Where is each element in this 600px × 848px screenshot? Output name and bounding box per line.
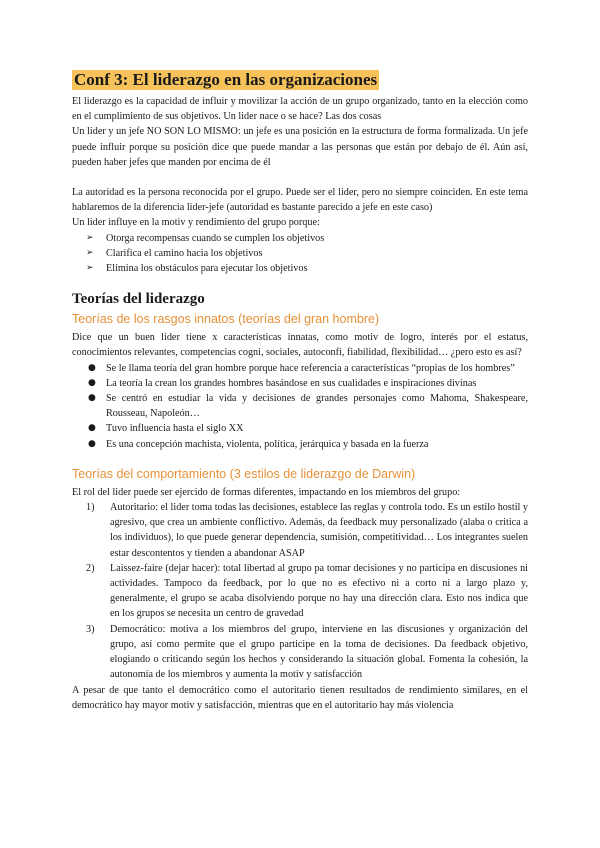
list-item-text: Laissez-faire (dejar hacer): total libertad al grupo pa tomar decisiones y no participa en discusiones ni actividades. Tampoco da feedback, por lo que no es efectivo ni a corto ni a largo plazo y, generalmente, el grupo se acaba disolviendo porque no hay una dirección clara. Esto nos indica que en los grupos se necesita un centro de gravedad (110, 562, 528, 620)
subheading-behavior: Teorías del comportamiento (3 estilos de liderazgo de Darwin) (72, 466, 416, 481)
list-item-text: Tuvo influencia hasta el siglo XX (106, 423, 244, 435)
leadership-styles-list (72, 500, 528, 682)
paragraph-intro-2: Un lider y un jefe NO SON LO MISMO: un jefe es una posición en la estructura de forma formalizada. Un jefe puede influir porque su posición dice que puede mandar a las personas que están por debajo de él. Aún así, pueden haber jefes que manden por encima de él (72, 126, 528, 168)
list-item-text: Se le llama teoría del gran hombre porque hace referencia a características “propias de los hombres” (106, 362, 515, 374)
list-item-text: Democrático: motiva a los miembros del grupo, interviene en las discusiones y organización del grupo, así como permite que el grupo participe en la toma de decisiones. Da feedback objetivo, elogiando o criticando según los hechos y considerando la situación global. Fomenta la cohesión, la autonomía de los miembros y aumenta la motiv y satisfacción (110, 623, 528, 681)
list-item-text: Es una concepción machista, violenta, política, jerárquica y basada en la fuerza (106, 438, 429, 450)
list-item (86, 261, 528, 276)
paragraph-authority-1: La autoridad es la persona reconocida por el grupo. Puede ser el lider, pero no siempre coinciden. En este tema hablaremos de la diferencia lider-jefe (autoridad es bastante parecido a jefe en este caso) (72, 187, 528, 214)
list-item (86, 561, 528, 622)
subheading-innate-traits: Teorías de los rasgos innatos (teorías del gran hombre) (72, 312, 380, 327)
paragraph-closing: A pesar de que tanto el democrático como el autoritario tienen resultados de rendimiento similares, en el democrático hay mayor motiv y satisfacción, mientras que en el autoritario hay más violencia (72, 684, 528, 711)
list-item-text: Clarifica el camino hacia los objetivos (106, 247, 263, 259)
bullet-icon: ● (88, 423, 96, 434)
list-item (86, 231, 528, 246)
arrow-bullet-icon: ➢ (86, 263, 94, 274)
innate-bullet-list (72, 361, 528, 452)
list-number: 1) (86, 502, 95, 514)
list-item-text: Elimina los obstáculos para ejecutar los objetivos (106, 263, 308, 275)
list-number: 3) (86, 623, 95, 635)
arrow-bullet-icon: ➢ (86, 232, 94, 243)
list-item-text: La teoría la crean los grandes hombres basándose en sus cualidades e inspiraciones divinas (106, 377, 477, 389)
arrow-bullet-icon: ➢ (86, 247, 94, 258)
bullet-icon: ● (88, 393, 96, 404)
paragraph-authority-2: Un lider influye en la motiv y rendimiento del grupo porque: (72, 217, 320, 229)
list-item-text: Autoritario: el lider toma todas las decisiones, establece las reglas y controla todo. Es un estilo hostil y agresivo, que crea un ambiente conflictivo. Además, da feedback muy personalizado (alaba o critica a los individuos), lo que puede generar dependencia, sumisión, competitividad… Los integrantes suelen estar descontentos y tienden a abandonar ASAP (110, 502, 528, 559)
bullet-icon: ● (88, 438, 96, 449)
list-item (86, 246, 528, 261)
spacer (72, 170, 528, 185)
list-item (86, 421, 528, 436)
list-item (86, 500, 528, 561)
list-item-text: Otorga recompensas cuando se cumplen los objetivos (106, 232, 325, 244)
paragraph-behavior-intro: El rol del lider puede ser ejercido de formas diferentes, impactando en los miembros del grupo: (72, 486, 461, 498)
list-item (86, 361, 528, 376)
bullet-icon: ● (88, 362, 96, 373)
list-item (86, 437, 528, 452)
bullet-icon: ● (88, 377, 96, 388)
list-item-text: Se centró en estudiar la vida y decisiones de grandes personajes como Mahoma, Shakespeare, Rousseau, Napoleón… (106, 393, 528, 420)
paragraph-innate-intro: Dice que un buen lider tiene x características innatas, como motiv de logro, interés por el estatus, conocimientos relevantes, competencias cogni, sociales, autoconfi, fiabilidad, flexibilidad… ¿pero esto es así? (72, 332, 528, 359)
influence-list (72, 231, 528, 277)
list-item (86, 376, 528, 391)
section-heading-theories: Teorías del liderazgo (72, 291, 205, 308)
list-item (86, 391, 528, 421)
page-title: Conf 3: El liderazgo en las organizaciones (74, 70, 378, 89)
list-item (86, 622, 528, 683)
list-number: 2) (86, 562, 95, 574)
paragraph-intro-1: El liderazgo es la capacidad de influir y movilizar la acción de un grupo organizado, tanto en la elección como en el cumplimiento de sus objetivos. Un lider nace o se hace? Las dos cosas (72, 96, 528, 123)
